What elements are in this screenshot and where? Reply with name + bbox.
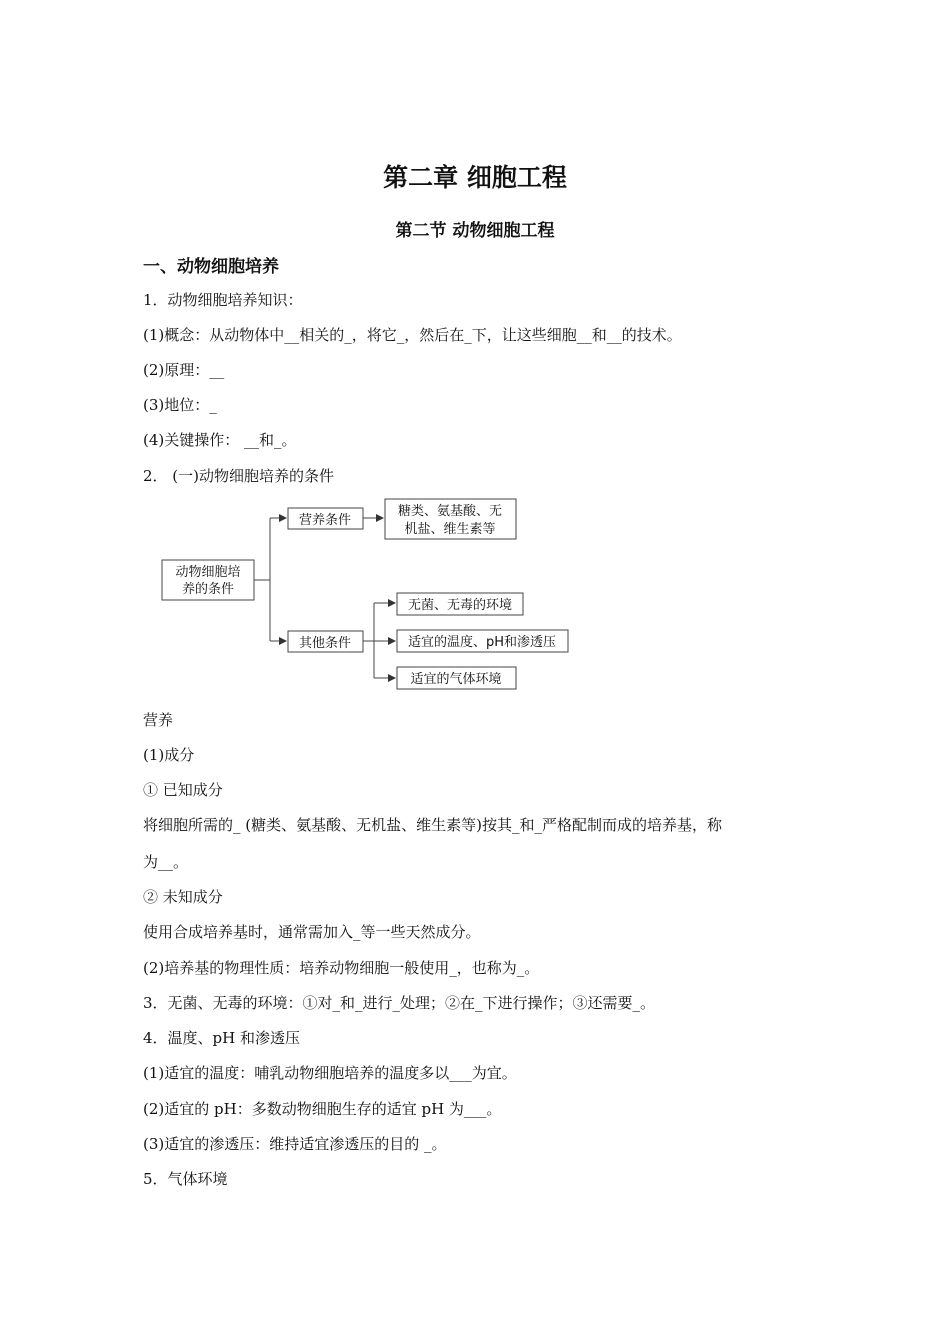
temperature-label: 适宜的温度、pH和渗透压 <box>407 635 557 650</box>
root-label-1: 动物细胞培 <box>175 565 241 580</box>
nutrition-heading: 营养 <box>143 711 174 729</box>
sterile-label: 无菌、无毒的环境 <box>407 598 513 613</box>
known-composition-heading: ① 已知成分 <box>143 781 223 799</box>
physical-property-line: (2)培养基的物理性质：培养动物细胞一般使用_，也称为_。 <box>143 959 540 977</box>
sterile-environment-line: 3．无菌、无毒的环境：①对_和_进行_处理；②在_下进行操作；③还需要_。 <box>143 994 656 1012</box>
other-label: 其他条件 <box>298 636 352 651</box>
culture-conditions-diagram <box>150 495 590 695</box>
chapter-title: 第二章 细胞工程 <box>383 163 567 192</box>
key-operation-line: (4)关键操作： __和_。 <box>143 431 297 449</box>
conditions-heading: 2． (一)动物细胞培养的条件 <box>143 467 335 485</box>
nutrition-detail-1: 糖类、氨基酸、无 <box>397 504 503 519</box>
gas-environment-heading: 5．气体环境 <box>143 1170 228 1188</box>
nutrition-detail-2: 机盐、维生素等 <box>404 522 496 537</box>
synthetic-medium-line-end: 为__。 <box>143 853 189 871</box>
unknown-composition-heading: ② 未知成分 <box>143 888 223 906</box>
temperature-heading: 4．温度、pH 和渗透压 <box>143 1029 300 1047</box>
section-title: 第二节 动物细胞工程 <box>395 221 555 241</box>
natural-components-line: 使用合成培养基时，通常需加入_等一些天然成分。 <box>143 923 481 941</box>
temperature-line: (1)适宜的温度：哺乳动物细胞培养的温度多以___为宜。 <box>143 1064 517 1082</box>
knowledge-intro: 1．动物细胞培养知识： <box>143 291 303 309</box>
gas-label: 适宜的气体环境 <box>410 672 502 687</box>
status-line: (3)地位：_ <box>143 396 217 414</box>
synthetic-medium-line: 将细胞所需的_ (糖类、氨基酸、无机盐、维生素等)按其_和_严格配制而成的培养基，称 <box>143 816 722 834</box>
osmotic-pressure-line: (3)适宜的渗透压：维持适宜渗透压的目的 _。 <box>143 1135 447 1153</box>
ph-line: (2)适宜的 pH：多数动物细胞生存的适宜 pH 为___。 <box>143 1100 502 1118</box>
heading-cell-culture: 一、动物细胞培养 <box>143 257 279 277</box>
root-label-2: 养的条件 <box>181 582 235 597</box>
principle-line: (2)原理：__ <box>143 361 225 379</box>
composition-heading: (1)成分 <box>143 746 195 764</box>
concept-line: (1)概念：从动物体中__相关的_，将它_，然后在_下，让这些细胞__和__的技术。 <box>143 326 682 344</box>
nutrition-label: 营养条件 <box>298 513 352 528</box>
